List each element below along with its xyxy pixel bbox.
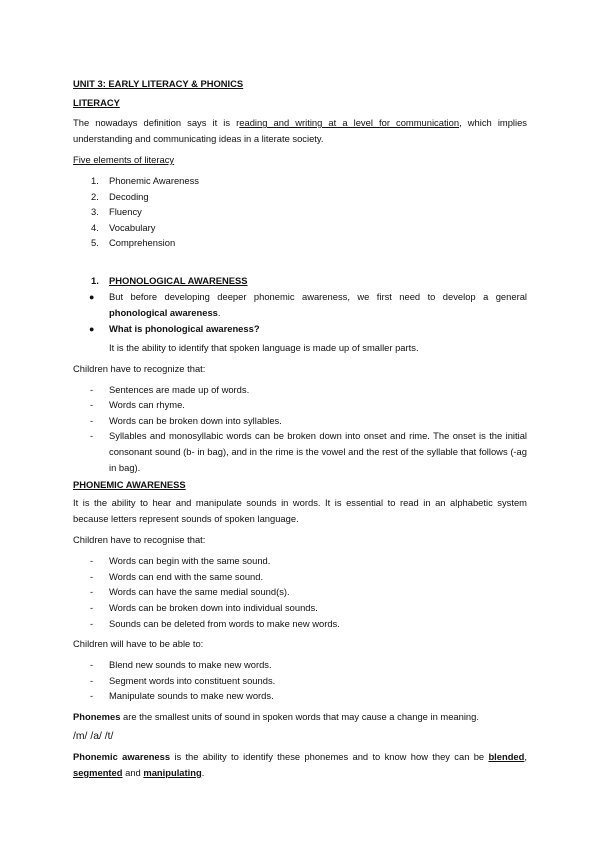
elements-list (73, 173, 527, 251)
literacy-heading: LITERACY (73, 97, 120, 108)
list-item: - Words can have the same medial sound(s). (90, 586, 290, 598)
phonemic-able-list (73, 657, 527, 704)
bullet-icon: ● (89, 323, 95, 334)
children-recognise-intro: Children have to recognise that: (73, 534, 206, 546)
phonological-heading-list (73, 273, 527, 289)
list-item: - Words can end with the same sound. (90, 570, 264, 582)
list-item: 4. Vocabulary (91, 221, 156, 233)
phonological-heading: 1. PHONOLOGICAL AWARENESS (91, 274, 248, 286)
list-item: - Sentences are made up of words. (90, 383, 250, 395)
list-item: - Segment words into constituent sounds. (90, 674, 276, 686)
literacy-definition (73, 115, 527, 147)
phoneme-examples: /m/ /a/ /t/ (73, 730, 114, 742)
unit-title: UNIT 3: EARLY LITERACY & PHONICS (73, 78, 244, 89)
bullet-icon: ● (89, 291, 95, 302)
list-item: 3. Fluency (91, 206, 142, 218)
definition-underlined-phrase: eading and writing at a level for communication (239, 117, 460, 128)
phonological-skills-list (73, 382, 527, 476)
phonological-answer: It is the ability to identify that spoken language is made up of smaller parts. (109, 341, 419, 353)
phonemic-definition: It is the ability to hear and manipulate sounds in words. It is essential to read in an alphabetic system because letters represent sounds of spoken language. (73, 497, 527, 525)
list-item: - Blend new sounds to make new words. (90, 659, 272, 671)
list-item: - Manipulate sounds to make new words. (90, 690, 274, 702)
definition-text-start: The nowadays definition says it is r (73, 117, 240, 128)
phonemes-definition: Phonemes are the smallest units of sound in spoken words that may cause a change in meaning. (73, 710, 479, 722)
list-item: - Words can be broken down into individual sounds. (90, 601, 318, 613)
bullet-item: ● What is phonological awareness? (73, 321, 527, 337)
phonemic-heading: PHONEMIC AWARENESS (73, 479, 186, 491)
list-item: - Words can begin with the same sound. (90, 555, 271, 567)
bullet-item: ● But before developing deeper phonemic awareness, we first need to develop a general phonological awareness. (89, 290, 527, 318)
list-item: 2. Decoding (91, 190, 149, 202)
list-item: - Words can rhyme. (90, 399, 185, 411)
children-able-intro: Children will have to be able to: (73, 638, 204, 650)
definition-text-end: , which implies understanding and communicating ideas in a literate society. (73, 117, 527, 144)
phonological-bullets (73, 289, 527, 337)
list-item: 1. Phonemic Awareness (91, 175, 199, 186)
phonemic-recognise-list (73, 553, 527, 631)
list-item: 5. Comprehension (91, 237, 176, 249)
phonemic-awareness-definition: Phonemic awareness is the ability to identify these phonemes and to know how they can be blended, segmented and manipulating. (73, 750, 527, 778)
elements-heading: Five elements of literacy (73, 154, 175, 165)
list-item: - Sounds can be deleted from words to make new words. (90, 617, 340, 629)
list-item: - Syllables and monosyllabic words can be broken down into onset and rime. The onset is the initial consonant sound (b- in bag), and in the rime is the vowel and the rest of the syllable that follows (-ag in bag). (90, 430, 527, 473)
page-content (73, 77, 527, 781)
children-recognize-intro: Children have to recognize that: (73, 362, 206, 374)
list-item: - Words can be broken down into syllables. (90, 414, 282, 426)
